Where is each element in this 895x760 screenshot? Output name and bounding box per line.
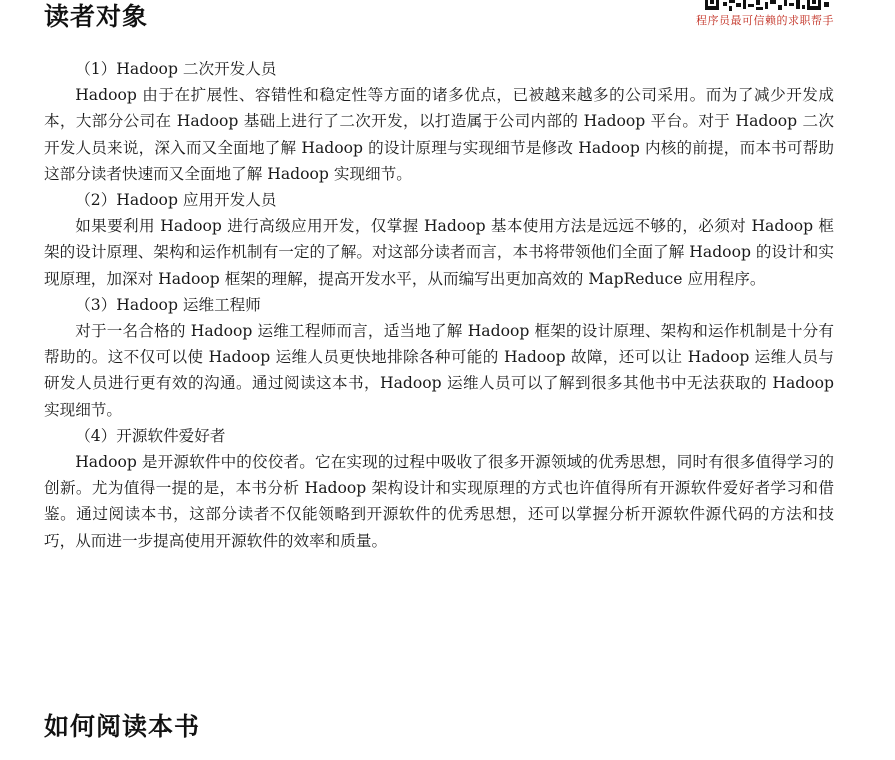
paragraph: 对于一名合格的 Hadoop 运维工程师而言，适当地了解 Hadoop 框架的设计原理、架构和运作机制是十分有帮助的。这不仅可以使 Hadoop 运维人员更快地排除各种可能的 Hadoop 故障，还可以让 Hadoop 运维人员与研发人员进行更有效的沟通。通过阅读这本书，Hadoop 运维人员可以了解到很多其他书中无法获取的 Hadoop 实现细节。 — [44, 322, 834, 419]
document-body — [44, 56, 834, 554]
section-heading-how-to-read: 如何阅读本书 — [44, 712, 201, 741]
paragraph: Hadoop 是开源软件中的佼佼者。它在实现的过程中吸收了很多开源领域的优秀思想，同时有很多值得学习的创新。尤为值得一提的是，本书分析 Hadoop 架构设计和实现原理的方式也许值得所有开源软件爱好者学习和借鉴。通过阅读本书，这部分读者不仅能领略到开源软件的优秀思想，还可以掌握分析开源软件源代码的方法和技巧，从而进一步提高使用开源软件的效率和质量。 — [44, 453, 834, 550]
subsection-title: （3）Hadoop 运维工程师 — [75, 295, 261, 314]
subsection-title: （2）Hadoop 应用开发人员 — [75, 191, 277, 210]
paragraph: Hadoop 由于在扩展性、容错性和稳定性等方面的诸多优点，已被越来越多的公司采用。而为了减少开发成本，大部分公司在 Hadoop 基础上进行了二次开发，以打造属于公司内部的 Hadoop 平台。对于 Hadoop 二次开发人员来说，深入而又全面地了解 Hadoop 的设计原理与实现细节是修改 Hadoop 内核的前提，而本书可帮助这部分读者快速而又全面地了解 Hadoop 实现细节。 — [44, 86, 834, 183]
subsection-title: （4）开源软件爱好者 — [75, 426, 226, 445]
paragraph: 如果要利用 Hadoop 进行高级应用开发，仅掌握 Hadoop 基本使用方法是远远不够的，必须对 Hadoop 框架的设计原理、架构和运作机制有一定的了解。对这部分读者而言，本书将带领他们全面了解 Hadoop 的设计和实现原理，加深对 Hadoop 框架的理解，提高开发水平，从而编写出更加高效的 MapReduce 应用程序。 — [44, 217, 834, 288]
brand-tagline: 程序员最可信赖的求职帮手 — [696, 14, 834, 27]
qr-code-icon — [703, 0, 833, 12]
subsection-title: （1）Hadoop 二次开发人员 — [75, 60, 277, 78]
section-heading-readers: 读者对象 — [44, 2, 149, 31]
